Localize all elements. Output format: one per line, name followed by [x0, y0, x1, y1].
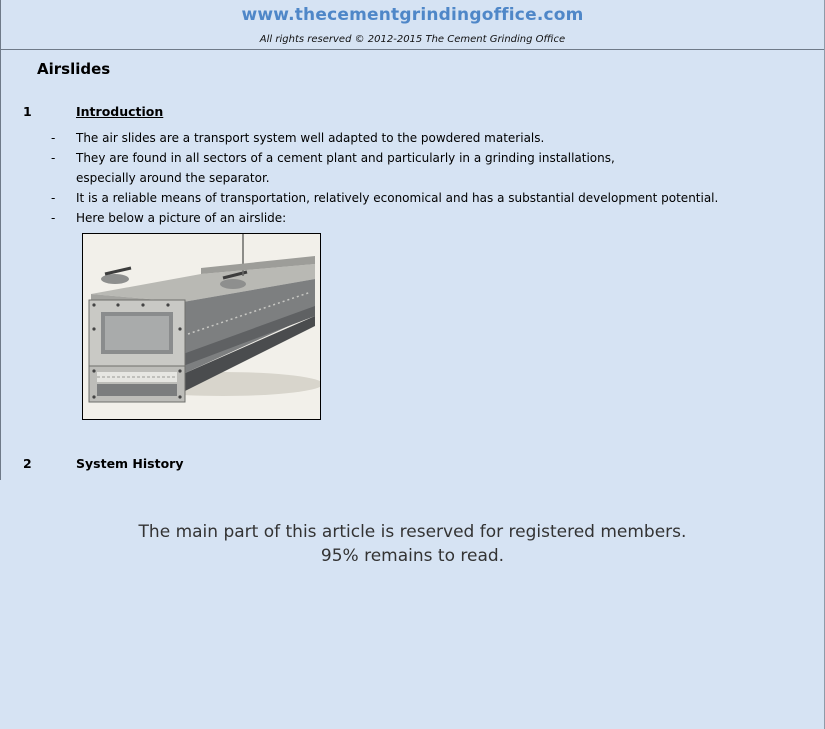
copyright-notice: All rights reserved © 2012-2015 The Cement Grinding Office	[259, 34, 566, 45]
bullet-text: It is a reliable means of transportation, relatively economical and has a substantial development potential.	[76, 191, 719, 205]
airslide-photo	[82, 233, 321, 420]
section-number: 1	[23, 104, 32, 119]
section-number: 2	[23, 456, 32, 471]
site-url-link[interactable]: www.thecementgrindingoffice.com	[241, 5, 584, 25]
bullet-text-continuation: especially around the separator.	[76, 171, 270, 185]
bullet-text: They are found in all sectors of a cement plant and particularly in a grinding installations,	[76, 151, 615, 165]
left-border	[0, 0, 1, 480]
section-heading-system-history: System History	[76, 456, 184, 471]
notice-line-2: 95% remains to read.	[320, 546, 505, 566]
page-header	[0, 0, 825, 50]
notice-line-1: The main part of this article is reserved for registered members.	[138, 522, 687, 542]
airslide-illustration	[83, 234, 320, 419]
article-title: Airslides	[37, 60, 111, 78]
members-only-notice	[0, 520, 825, 568]
bullet-marker: -	[51, 131, 56, 145]
section-heading-introduction: Introduction	[76, 104, 164, 119]
bullet-text: The air slides are a transport system well adapted to the powdered materials.	[76, 131, 545, 145]
bullet-marker: -	[51, 151, 56, 165]
bullet-text: Here below a picture of an airslide:	[76, 211, 287, 225]
bullet-marker: -	[51, 211, 56, 225]
bullet-marker: -	[51, 191, 56, 205]
